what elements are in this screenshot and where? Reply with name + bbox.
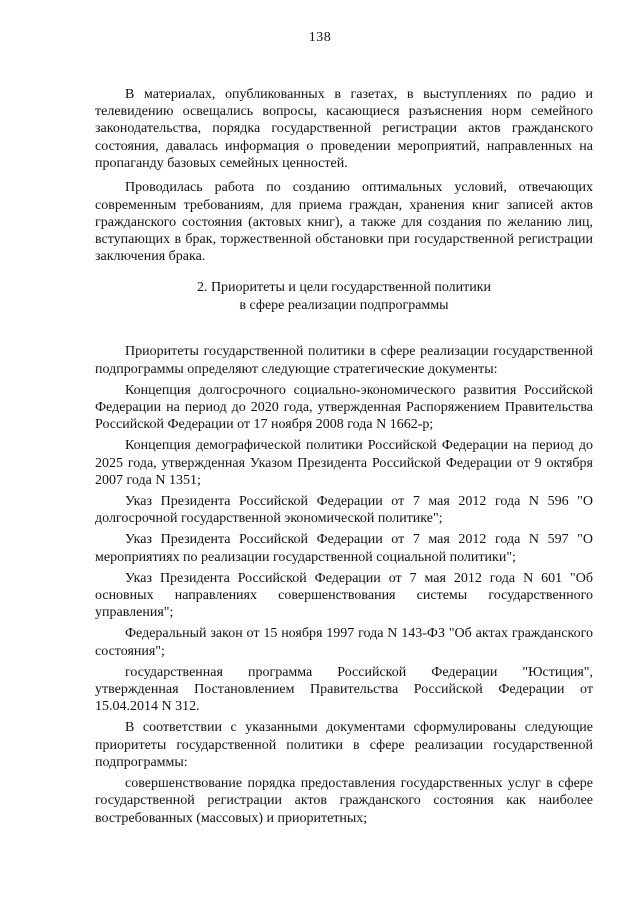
section-heading-line-2: в сфере реализации подпрограммы [239, 298, 449, 314]
list-item-program-justice: государственная программа Российской Федерации "Юстиция", утвержденная Постановлением Правительства Российской Федерации от 15.04.2014 N 312. [95, 664, 593, 715]
list-item-decree-601: Указ Президента Российской Федерации от 7 мая 2012 года N 601 "Об основных направлениях совершенствования системы государственного управления"; [95, 570, 593, 621]
list-item-decree-597: Указ Президента Российской Федерации от 7 мая 2012 года N 597 "О мероприятиях по реализации государственной социальной политики"; [95, 532, 593, 565]
list-item-federal-law-143: Федеральный закон от 15 ноября 1997 года N 143-ФЗ "Об актах гражданского состояния"; [95, 626, 593, 659]
list-item-demographic-concept: Концепция демографической политики Российской Федерации на период до 2025 года, утвержденная Указом Президента Российской Федерации от 9 октября 2007 года N 1351; [95, 438, 593, 488]
paragraph-priorities-intro: Приоритеты государственной политики в сфере реализации государственной подпрограммы определяют следующие стратегические документы: [95, 344, 593, 377]
list-item-concept-2020: Концепция долгосрочного социально-экономического развития Российской Федерации на период до 2020 года, утвержденная Распоряжением Правительства Российской Федерации от 17 ноября 2008 года N 1662-р; [95, 382, 593, 433]
page-number: 138 [308, 30, 332, 45]
list-item-service-improvement: совершенствование порядка предоставления государственных услуг в сфере государственной регистрации актов гражданского состояния как наиболее востребованных (массовых) и приоритетных; [95, 776, 593, 826]
paragraph-reception-conditions: Проводилась работа по созданию оптимальных условий, отвечающих современным требованиям, для приема граждан, хранения книг записей актов гражданского состояния (актовых книг), а также для создания по желанию лиц, вступающих в брак, торжественной обстановки при государственной регистрации заключения брака. [95, 180, 593, 265]
document-body [95, 86, 593, 831]
paragraph-media-coverage: В материалах, опубликованных в газетах, в выступлениях по радио и телевидению освещались вопросы, касающиеся разъяснения норм семейного законодательства, порядка государственной регистрации актов гражданского состояния, давалась информация о проведении мероприятий, направленных на пропаганду базовых семейных ценностей. [95, 87, 593, 171]
section-heading [95, 279, 593, 315]
list-item-decree-596: Указ Президента Российской Федерации от 7 мая 2012 года N 596 "О долгосрочной государственной экономической политике"; [95, 494, 593, 527]
section-heading-line-1: 2. Приоритеты и цели государственной политики [196, 280, 492, 296]
paragraph-formulated-priorities: В соответствии с указанными документами сформулированы следующие приоритеты государственной политики в сфере реализации государственной подпрограммы: [95, 720, 593, 770]
